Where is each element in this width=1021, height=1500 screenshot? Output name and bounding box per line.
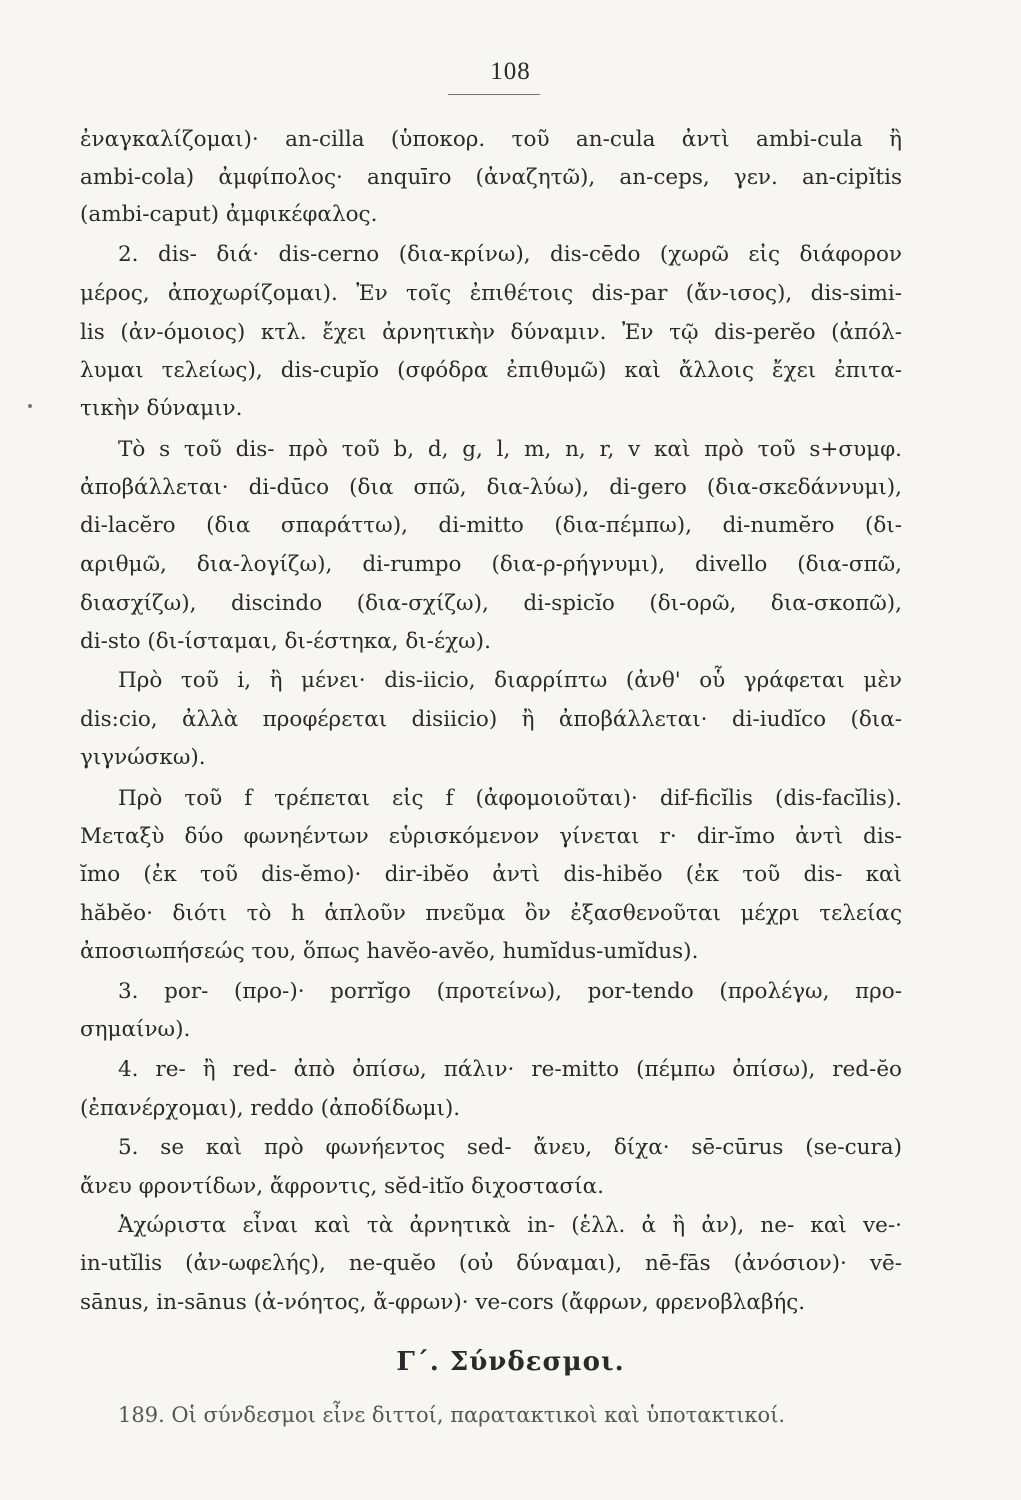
text-line: διασχίζω), discindo (δια-σχίζω), di-spicĭo (δι-ορῶ, δια-σκοπῶ), [80, 591, 902, 616]
text-line: lis (ἀν-όμοιος) κτλ. ἔχει ἀρνητικὴν δύναμιν. Ἐν τῷ dis-perĕo (ἀπόλ- [80, 320, 902, 345]
text-line: ἀποσιωπήσεώς του, ὅπως havĕo-avĕo, humĭdus-umĭdus). [80, 939, 699, 964]
text-line: Πρὸ τοῦ f τρέπεται εἰς f (ἀφομοιοῦται)· dif-ficĭlis (dis-facĭlis). [118, 786, 902, 811]
text-line: Τὸ s τοῦ dis- πρὸ τοῦ b, d, g, l, m, n, r, v καὶ πρὸ τοῦ s+συμφ. [118, 437, 902, 462]
text-line: Πρὸ τοῦ i, ἢ μένει· dis-iicio, διαρρίπτω (ἀνθ' οὗ γράφεται μὲν [118, 668, 902, 693]
text-line: Ἀχώριστα εἶναι καὶ τὰ ἀρνητικὰ in- (ἑλλ. ἀ ἢ ἀν), ne- καὶ ve-· [118, 1213, 902, 1238]
text-line: dis:cio, ἀλλὰ προφέρεται disiicio) ἢ ἀποβάλλεται· di-iudĭco (δια- [80, 707, 902, 732]
text-line: ἄνευ φροντίδων, ἄφροντις, sĕd-itĭo διχοστασία. [80, 1174, 604, 1199]
text-line: ĭmo (ἐκ τοῦ dis-ĕmo)· dir-ibĕo ἀντὶ dis-hibĕo (ἐκ τοῦ dis- καὶ [80, 862, 902, 887]
paragraph-189: 189. Οἱ σύνδεσμοι εἶνε διττοί, παρατακτικοὶ καὶ ὑποτακτικοί. [118, 1403, 786, 1427]
text-line: 4. re- ἢ red- ἀπὸ ὀπίσω, πάλιν· re-mitto (πέμπω ὀπίσω), red-ĕo [118, 1057, 902, 1082]
text-line: in-utĭlis (ἀν-ωφελής), ne-quĕo (οὐ δύναμαι), nē-fās (ἀνόσιον)· vē- [80, 1251, 902, 1276]
text-line: Μεταξὺ δύο φωνηέντων εὑρισκόμενον γίνεται r· dir-ĭmo ἀντὶ dis- [80, 824, 902, 849]
text-line: 5. se καὶ πρὸ φωνήεντος sed- ἄνευ, δίχα· sē-cūrus (se-cura) [118, 1135, 902, 1160]
text-line: ἐναγκαλίζομαι)· an-cilla (ὑποκορ. τοῦ an-cula ἀντὶ ambi-cula ἢ [80, 127, 902, 152]
text-line: λυμαι τελείως), dis-cupĭo (σφόδρα ἐπιθυμῶ) καὶ ἄλλοις ἔχει ἐπιτα- [80, 358, 902, 383]
text-line: μέρος, ἀποχωρίζομαι). Ἐν τοῖς ἐπιθέτοις dis-par (ἄν-ισος), dis-simi- [80, 281, 902, 306]
text-line: 3. por- (προ-)· porrĭgo (προτείνω), por-tendo (προλέγω, προ- [118, 979, 902, 1004]
text-line: αριθμῶ, δια-λογίζω), di-rumpo (δια-ρ-ρήγνυμι), divello (δια-σπῶ, [80, 552, 902, 577]
text-line: σημαίνω). [80, 1017, 191, 1042]
text-line: ἀποβάλλεται· di-dūco (δια σπῶ, δια-λύω), di-gero (δια-σκεδάννυμι), [80, 475, 902, 500]
page-number-rule [448, 94, 540, 95]
text-line: sānus, in-sānus (ἀ-νόητος, ἄ-φρων)· ve-cors (ἄφρων, φρενοβλαβής. [80, 1290, 806, 1315]
section-heading: Γ΄. Σύνδεσμοι. [396, 1347, 625, 1377]
text-line: di-sto (δι-ίσταμαι, δι-έστηκα, δι-έχω). [80, 629, 491, 654]
text-line: γιγνώσκω). [80, 745, 206, 770]
text-line: 2. dis- διά· dis-cerno (δια-κρίνω), dis-cēdo (χωρῶ εἰς διάφορον [118, 242, 902, 267]
page-number: 108 [490, 58, 531, 85]
text-line: τικὴν δύναμιν. [80, 396, 243, 421]
text-line: (ambi-caput) ἀμφικέφαλος. [80, 202, 378, 227]
text-line: di-lacĕro (δια σπαράττω), di-mitto (δια-πέμπω), di-numĕro (δι- [80, 513, 902, 538]
text-line: (ἐπανέρχομαι), reddo (ἀποδίδωμι). [80, 1096, 461, 1121]
text-line: hăbĕo· διότι τὸ h ἁπλοῦν πνεῦμα ὂν ἐξασθενοῦται μέχρι τελείας [80, 901, 902, 926]
margin-dot [28, 404, 32, 408]
text-line: ambi-cola) ἀμφίπολος· anquīro (ἀναζητῶ), an-ceps, γεν. an-cipĭtis [80, 165, 902, 190]
